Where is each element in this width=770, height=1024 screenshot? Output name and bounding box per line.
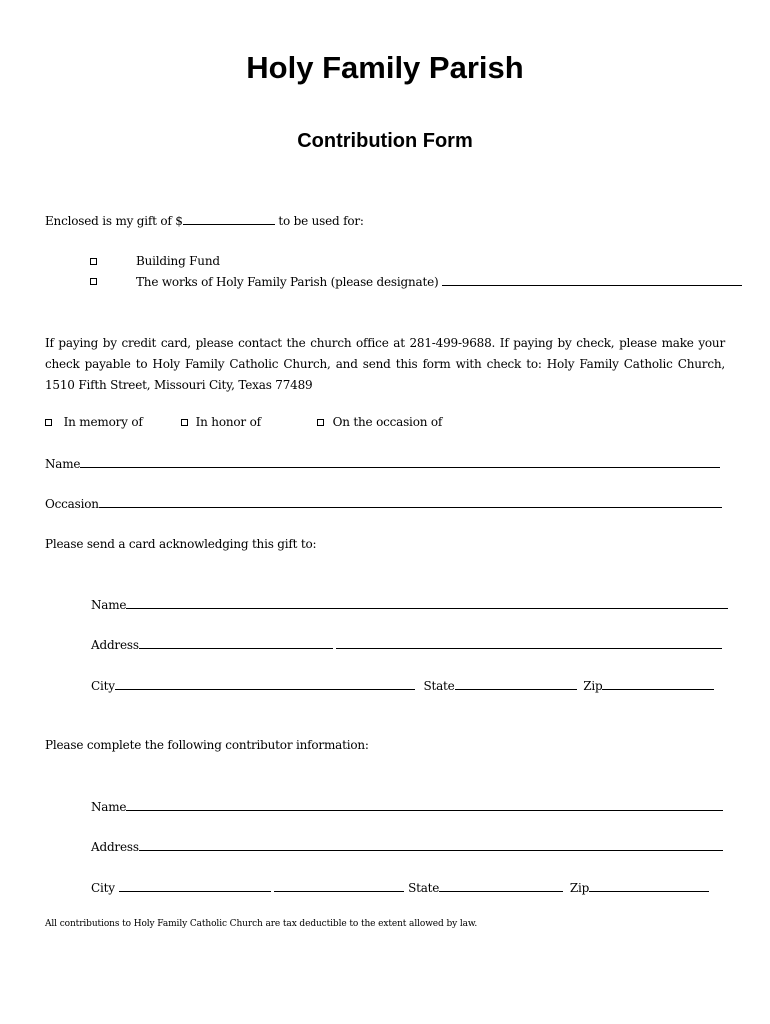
contrib-state-label: State	[408, 881, 440, 895]
contrib-state-field[interactable]	[439, 880, 563, 892]
gift-amount-row	[45, 213, 364, 228]
contrib-address-row	[91, 839, 723, 854]
option-in-honor[interactable]	[181, 415, 261, 429]
occasion-field[interactable]	[99, 496, 722, 508]
occasion-label: Occasion	[45, 497, 99, 511]
dedication-name-label: Name	[45, 457, 81, 471]
building-fund-checkbox[interactable]	[90, 258, 97, 265]
ack-name-row	[91, 597, 728, 612]
ack-address-field-2[interactable]	[336, 637, 722, 649]
ack-zip-field[interactable]	[602, 678, 714, 690]
dedication-name-row	[45, 456, 720, 471]
contrib-name-field[interactable]	[126, 799, 723, 811]
parish-works-checkbox[interactable]	[90, 278, 97, 285]
gift-amount-field[interactable]	[183, 213, 275, 225]
ack-name-field[interactable]	[126, 597, 728, 609]
option-parish-works[interactable]	[90, 274, 97, 288]
occasion-row	[45, 496, 722, 511]
form-subtitle: Contribution Form	[297, 130, 473, 152]
contrib-address-field[interactable]	[139, 839, 723, 851]
occasion-option-label: On the occasion of	[332, 415, 443, 429]
contrib-zip-field[interactable]	[589, 880, 709, 892]
tax-deductible-note: All contributions to Holy Family Catholic Church are tax deductible to the extent allowed by law.	[45, 919, 478, 929]
ack-state-field[interactable]	[455, 678, 577, 690]
ack-address-field-1[interactable]	[139, 637, 333, 649]
in-honor-label: In honor of	[195, 415, 261, 429]
in-honor-checkbox[interactable]	[181, 419, 188, 426]
ack-city-field[interactable]	[115, 678, 415, 690]
ack-city-row	[91, 678, 714, 693]
in-memory-checkbox[interactable]	[45, 419, 52, 426]
contrib-city-field-2[interactable]	[274, 880, 404, 892]
page-title: Holy Family Parish	[246, 50, 524, 85]
occasion-checkbox[interactable]	[317, 419, 324, 426]
contrib-city-field-1[interactable]	[119, 880, 271, 892]
contrib-city-label: City	[91, 881, 115, 895]
ack-city-label: City	[91, 679, 115, 693]
payment-instructions: If paying by credit card, please contact the church office at 281-499-9688. If paying by check, please make your check payable to Holy Family Catholic Church, and send this form with check to: Holy Family Catholic Church, 1510 Fifth Street, Missouri City, Texas 77489	[45, 336, 725, 392]
parish-works-row	[136, 274, 742, 289]
ack-address-row	[91, 637, 722, 652]
ack-zip-label: Zip	[583, 679, 603, 693]
designation-field[interactable]	[442, 274, 742, 286]
parish-works-label: The works of Holy Family Parish (please designate)	[136, 275, 439, 289]
gift-suffix: to be used for:	[278, 214, 364, 228]
contrib-zip-label: Zip	[569, 881, 590, 895]
ack-name-label: Name	[91, 598, 127, 612]
contrib-city-row	[91, 880, 709, 895]
ack-state-label: State	[423, 679, 455, 693]
acknowledgment-heading: Please send a card acknowledging this gift to:	[45, 537, 317, 551]
dedication-name-field[interactable]	[80, 456, 720, 468]
option-in-memory[interactable]	[45, 415, 143, 429]
ack-address-label: Address	[91, 638, 139, 652]
building-fund-label: Building Fund	[136, 254, 220, 268]
contributor-heading: Please complete the following contributor information:	[45, 738, 369, 752]
option-occasion[interactable]	[317, 415, 442, 429]
contrib-name-row	[91, 799, 723, 814]
contrib-address-label: Address	[91, 840, 139, 854]
gift-prefix: Enclosed is my gift of $	[45, 214, 183, 228]
contrib-name-label: Name	[91, 800, 127, 814]
option-building-fund[interactable]	[90, 254, 97, 268]
in-memory-label: In memory of	[63, 415, 143, 429]
